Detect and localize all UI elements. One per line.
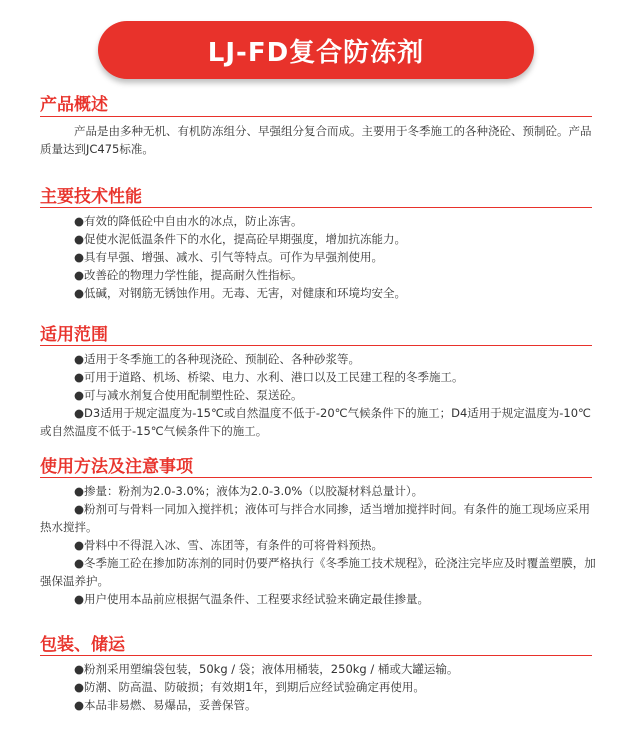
list-item: ●适用于冬季施工的各种现浇砼、预制砼、各种砂浆等。	[74, 352, 361, 366]
list-item: ●粉剂采用塑编袋包装，50kg / 袋；液体用桶装，250kg / 桶或大罐运输。	[74, 662, 459, 676]
list-item: ●骨料中不得混入冰、雪、冻团等，有条件的可将骨料预热。	[74, 538, 384, 552]
section-divider	[40, 116, 592, 117]
list-item: ●用户使用本品前应根据气温条件、工程要求经试验来确定最佳掺量。	[74, 592, 430, 606]
section-body-overview	[40, 122, 596, 158]
list-item: ●可用于道路、机场、桥梁、电力、水利、港口以及工民建工程的冬季施工。	[74, 370, 464, 384]
section-body-usage	[40, 482, 596, 608]
packaging-list	[40, 660, 596, 714]
list-item: ●改善砼的物理力学性能，提高耐久性指标。	[74, 268, 303, 282]
section-heading-performance: 主要技术性能	[40, 187, 142, 207]
page-title: LJ-FD复合防冻剂	[207, 37, 425, 68]
list-item: ●D3适用于规定温度为-15℃或自然温度不低于-20℃气候条件下的施工；D4适用于规定温度为-10℃或自然温度不低于-15℃气候条件下的施工。	[40, 406, 591, 438]
section-body-scope	[40, 350, 596, 440]
section-divider	[40, 655, 592, 656]
section-body-performance	[40, 212, 596, 302]
performance-list	[40, 212, 596, 302]
section-body-packaging	[40, 660, 596, 714]
section-heading-packaging: 包装、储运	[40, 635, 125, 655]
title-banner	[98, 21, 534, 79]
section-divider	[40, 345, 592, 346]
list-item: ●促使水泥低温条件下的水化，提高砼早期强度，增加抗冻能力。	[74, 232, 407, 246]
section-divider	[40, 477, 592, 478]
section-divider	[40, 207, 592, 208]
section-heading-overview: 产品概述	[40, 95, 108, 115]
overview-paragraph: 产品是由多种无机、有机防冻组分、早强组分复合而成。主要用于冬季施工的各种浇砼、预制砼。产品质量达到JC475标准。	[40, 124, 592, 156]
list-item: ●本品非易燃、易爆品，妥善保管。	[74, 698, 257, 712]
list-item: ●防潮、防高温、防破损；有效期1年，到期后应经试验确定再使用。	[74, 680, 425, 694]
section-heading-usage: 使用方法及注意事项	[40, 457, 193, 477]
list-item: ●具有早强、增强、减水、引气等特点。可作为早强剂使用。	[74, 250, 384, 264]
list-item: ●粉剂可与骨料一同加入搅拌机；液体可与拌合水同掺，适当增加搅拌时间。有条件的施工现场应采用热水搅拌。	[40, 502, 591, 534]
section-heading-scope: 适用范围	[40, 325, 108, 345]
list-item: ●冬季施工砼在掺加防冻剂的同时仍要严格执行《冬季施工技术规程》，砼浇注完毕应及时覆盖塑膜，加强保温养护。	[40, 556, 596, 588]
list-item: ●低碱，对钢筋无锈蚀作用。无毒、无害，对健康和环境均安全。	[74, 286, 407, 300]
list-item: ●有效的降低砼中自由水的冰点，防止冻害。	[74, 214, 303, 228]
usage-list	[40, 482, 596, 608]
list-item: ●掺量：粉剂为2.0-3.0%；液体为2.0-3.0%（以胶凝材料总量计）。	[74, 484, 424, 498]
list-item: ●可与减水剂复合使用配制塑性砼、泵送砼。	[74, 388, 303, 402]
scope-list	[40, 350, 596, 440]
